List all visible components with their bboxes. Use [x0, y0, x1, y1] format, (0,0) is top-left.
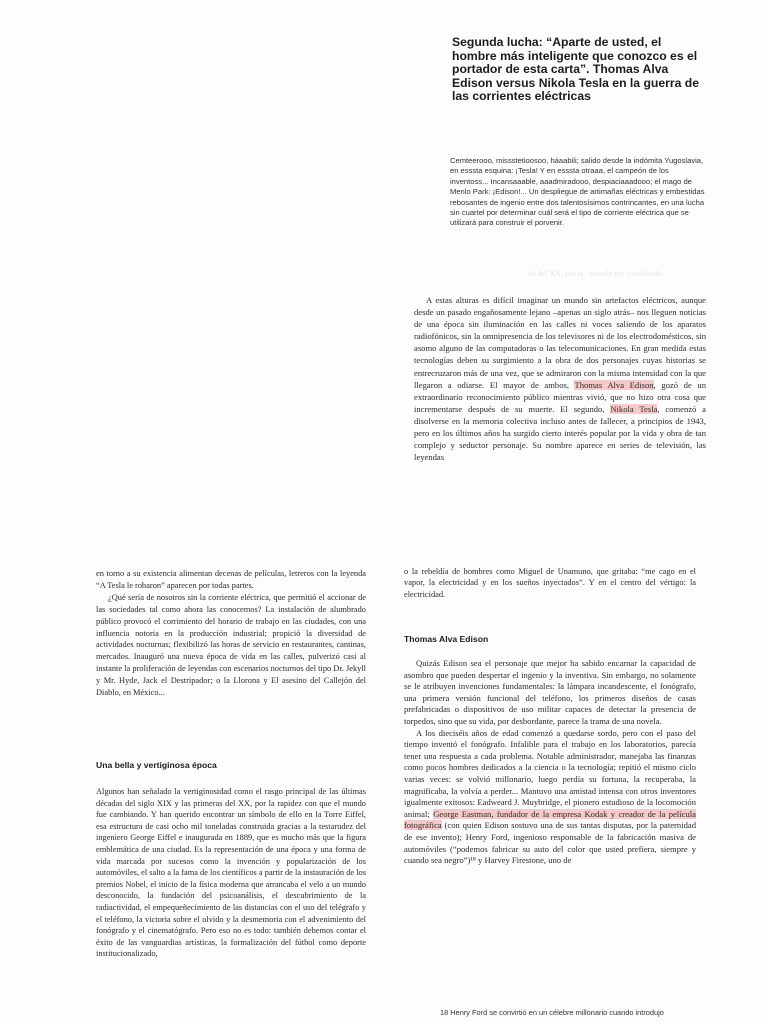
- highlight-eastman: George Eastman, fundador de la empresa Kodak y creador de la película fotográfica: [404, 808, 696, 831]
- top-right-page: [408, 18, 708, 518]
- paragraph: Quizás Edison sea el personaje que mejor ha sabido encarnar la capacidad de asombro que pueden despertar el ingenio y la inventiva. Sin embargo, no solamente se le atribuyen invenciones fundamentales: la lámpara incandescente, el fonógrafo, una primera versión funcional del teléfono, los primeros diseños de casas prefabricadas o dispositivos de uso militar capaces de detectar la presencia de torpedos, sino que su vida, por desbordante, parece la trama de una novela.: [404, 658, 696, 726]
- paragraph: Algunos han señalado la vertiginosidad como el rasgo principal de las últimas décadas del siglo XIX y las primeras del XX, por la rapidez con que el mundo fue cambiando. Y han querido encontrar un símbolo de ello en la Torre Eiffel, esa estructura de casi ocho mil toneladas construida gracias a la testarudez del ingeniero George Eiffel e inaugurada en 1889, que es mucho más que la figura emblemática de una ciudad. Es la representación de una época y una forma de vida marcada por sucesos como la invención y popularización de los automóviles, el salto a la fama de los científicos a partir de la instauración de los premios Nobel, el inicio de la física moderna que arrancaba el velo a un mundo desconocido, la fundación del psicoanálisis, el descubrimiento de la radiactividad, el empequeñecimiento de las distancias con el uso del telégrafo y el teléfono, la victoria sobre el olvido y la desmemoria con el advenimiento del fonógrafo y el cinematógrafo. Pero eso no es todo: también debemos contar el éxito de las vanguardias artísticas, la formalización del fútbol como deporte institucionalizado,: [96, 787, 366, 959]
- highlight-edison: Thomas Alva Edison: [574, 379, 654, 390]
- footnote: 18 Henry Ford se convirtió en un célebre millonario cuando introdujo: [440, 1008, 664, 1017]
- paragraph: en torno a su existencia alimentan decenas de películas, letreros con la leyenda “A Tesla le robaron” aparecen por todas partes.: [96, 569, 366, 590]
- body-text-bottom-left-2: [96, 786, 366, 960]
- body-text-bottom-right-2: [404, 658, 696, 867]
- bleed-through-text: ad del XX, por la · mundo fue cambiando: [528, 269, 662, 278]
- section-subheading: Una bella y vertiginosa época: [96, 760, 217, 770]
- chapter-title: Segunda lucha: “Aparte de usted, el hombre más inteligente que conozco es el portador de esta carta”. Thomas Alva Edison versus Nikola Tesla en la guerra de las corrientes eléctricas: [452, 35, 700, 104]
- body-text-segment: , comenzó a disolverse en la memoria colectiva incluso antes de fallecer, a principios de 1943, pero en los últimos años ha surgido cierto interés popular por la vida y obra de tan complejo y seductor personaje. Su nombre aparece en series de televisión, las leyendas: [414, 403, 706, 463]
- body-text-top-right: [414, 294, 706, 463]
- body-text-segment: A estas alturas es difícil imaginar un mundo sin artefactos eléctricos, aunque desde un pasado engañosamente lejano –apenas un siglo atrás– nos lleguen noticias de una época sin iluminación en las calles ni voces saliendo de los aparatos radiofónicos, sin la omnipresencia de los televisores ni de los electrodomésticos, sin asomo alguno de las computadoras o las telecomunicaciones. En gran medida estas tecnologías deben su surgimiento a la obra de dos personajes cuyas historias se entrecruzaron más de una vez, que se admiraron con la misma intensidad con la que llegaron a odiarse. El mayor de ambos,: [414, 295, 706, 390]
- paragraph: o la rebeldía de hombres como Miguel de Unamuno, que gritaba: “me cago en el vapor, la electricidad y en los sueños inyectados”. Y en el centro del vértigo: la electricidad.: [404, 567, 696, 599]
- bottom-right-page: [398, 560, 698, 1024]
- epigraph: Cemteerooo, missstetioosoo, háaabili; salido desde la indómita Yugoslavia, en esssta esquina: ¡Tesla! Y en esssta otraaa, el campeón de los inventoss... Incansaaable, aaadmiradooo, despiaciaaadooo; el mago de Menlo Park: ¡Edison!... Un despliegue de artimañas eléctricas y embestidas rebosantes de ingenio entre dos talentosísimos contrincantes, en una lucha sin cuartel por determinar cuál será el tipo de corriente eléctrica que se utilizará para construir el porvenir.: [450, 156, 705, 228]
- section-subheading: Thomas Alva Edison: [404, 634, 489, 644]
- paragraph: ¿Qué sería de nosotros sin la corriente eléctrica, que permitió el accionar de las sociedades tal como ahora las conocemos? La instalación de alumbrado público provocó el corrimiento del horario de trabajo en las ciudades, con una influencia notoria en la producción industrial; propició la diversidad de actividades nocturnas; flexibilizó las horas de servicio en restaurantes, cantinas, mercados. Inauguró una nueva época de vida en las calles, pulverizó casi al instante la proliferación de leyendas con escenarios nocturnos del tipo Dr. Jekyll y Mr. Hyde, Jack el Destripador; o la Llorona y El asesino del Callejón del Diablo, en México...: [96, 592, 366, 698]
- bottom-left-page: [90, 560, 380, 1024]
- body-text-bottom-left: [96, 568, 366, 699]
- body-text-segment: , gozó de un extraordinario reconocimiento público mientras vivió, que no hizo otra cosa que incrementarse después de su muerte. El segundo,: [414, 379, 706, 414]
- body-text-segment: A los dieciséis años de edad comenzó a quedarse sordo, pero con el paso del tiempo inventó el fonógrafo. Infalible para el trabajo en los laboratorios, parecía tener una respuesta a cada problema. Notable administrador, manejaba las finanzas como pocos hombres dedicados a la ciencia o la tecnología; repitió el mismo ciclo varias veces: se volvió millonario, luego perdía su fortuna, la recuperaba, la magnificaba, la volvía a perder... Mantuvo una amistad intensa con otros inventores igualmente exitosos: Eadweard J. Muybridge, el pionero estudioso de la locomoción animal;: [404, 727, 696, 819]
- body-text-bottom-right: [404, 566, 696, 600]
- blank-page-area: [0, 0, 420, 540]
- body-text-segment: (con quien Edison sostuvo una de sus tantas disputas, por la paternidad de ese invento); Henry Ford, ingenioso responsable de la fabricación masiva de automóviles (“podemos fabricar su auto del color que usted prefiera, siempre y cuando sea negro”)¹⁸ y Harvey Firestone, uno de: [404, 820, 696, 866]
- highlight-tesla: Nikola Tesla: [610, 403, 658, 414]
